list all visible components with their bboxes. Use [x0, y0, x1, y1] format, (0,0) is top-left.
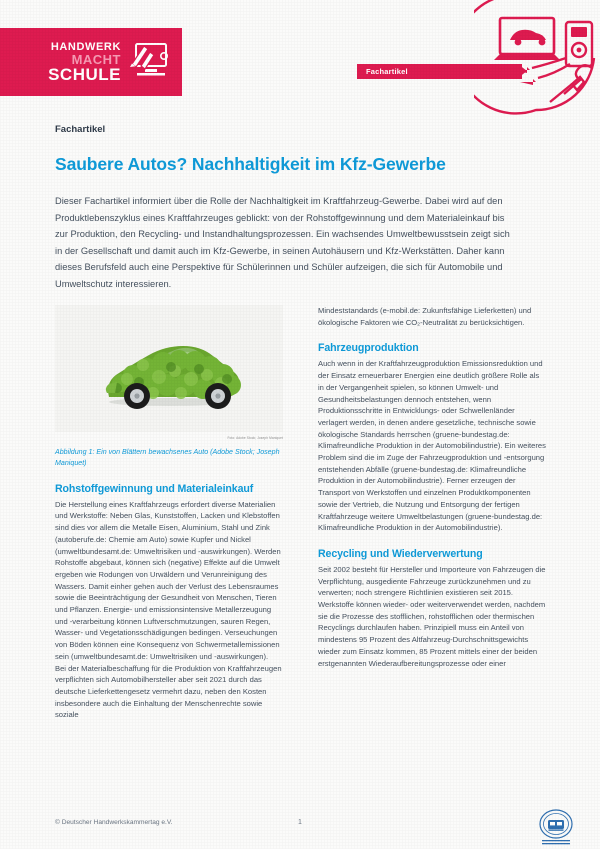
body-paragraph: Seit 2002 besteht für Hersteller und Importeure von Fahrzeugen die Verpflichtung, ausgediente Fahrzeuge zurückzunehmen und zu verwerten; noch strengere Richtlinien existieren seit 2015. Werkstoffe können wieder- oder weiterverwendet werden, nachdem sie die Prozesse des stofflichen, rohstofflichen oder thermischen Recyclings durchlaufen haben. Prinzipiell muss ein Anteil von mindestens 95 Prozent des Altfahrzeug-Durchschnittsgewichts wieder zum Einsatz kommen, 85 Prozent mittels einer der beiden erstgenannten Wiederaufbereitungsprozesse oder einer [318, 564, 546, 668]
page-header [0, 0, 600, 118]
brand-logo-wordmark [48, 42, 121, 83]
header-badge-label: Fachartikel [366, 67, 408, 76]
page-footer [0, 805, 600, 849]
brand-logo-line2: MACHT [71, 51, 121, 67]
page-title: Saubere Autos? Nachhaltigkeit im Kfz-Gewerbe [55, 153, 446, 174]
footer-copyright: © Deutscher Handwerkskammertag e.V. [55, 819, 173, 826]
section-heading-recycling: Recycling und Wiederverwertung [318, 547, 483, 560]
green-leaf-car-photo [55, 305, 283, 432]
brand-logo-line1: HANDWERK [50, 40, 121, 53]
section-heading-rohstoffgewinnung: Rohstoffgewinnung und Materialeinkauf [55, 482, 254, 495]
laptop-car-multimeter-wrench-icon [474, 0, 600, 120]
brand-logo-line3: SCHULE [48, 64, 121, 84]
certification-seal-icon [534, 807, 578, 849]
photo-credit: Foto: Adobe Stock; Joseph Maniquet [227, 436, 283, 440]
page-kicker: Fachartikel [55, 124, 106, 135]
monitor-tools-icon [128, 40, 170, 84]
footer-page-number: 1 [298, 819, 302, 826]
left-column [55, 305, 283, 721]
body-paragraph-continuation: Mindeststandards (e-mobil.de: Zukunftsfähige Lieferketten) und ökologische Faktoren wie CO₂-Neutralität zu berücksichtigen. [318, 306, 532, 327]
intro-paragraph: Dieser Fachartikel informiert über die Rolle der Nachhaltigkeit im Kraftfahrzeug-Gewerbe. Dabei wird auf den Produktlebenszyklus eines Kraftfahrzeuges geblickt: von der Rohstoffgewinnung und dem Materialeinkauf bis zur Produktion, den Recycling- und Instandhaltungsprozessen. Ein wachsendes Umweltbewusstsein zeigt sich in der Gesellschaft und damit auch im Kfz-Gewerbe, in seinen Autohäusern und Kfz-Werkstätten. Daher kann dieses Berufsfeld auch eine Perspektive für Schülerinnen und Schüler aufzeigen, die sich für Automobile und Umweltschutz interessieren. [55, 196, 510, 289]
section-heading-fahrzeugproduktion: Fahrzeugproduktion [318, 342, 419, 355]
article-figure [55, 305, 283, 469]
body-paragraph: Auch wenn in der Kraftfahrzeugproduktion Emissionsreduktion und der Einsatz erneuerbarer Energien eine deutlich größere Rolle als in der Vergangenheit spielen, so können Umwelt- und Gesundheitsbelastungen dennoch entstehen, wenn Produktionsschritte in Entwicklungs- oder Schwellenländer verlagert werden, in denen andere gesetzliche, technische sowie ökologische Standards herrschen (gruene-bundestag.de: Klimafreundliche Produktion in der Automobilindustrie). Ein weiteres Problem sind die im Zuge der Fahrzeugproduktion und -entsorgung entstehenden Abfälle (gruene-bundestag.de: Klimafreundliche Produktion in der Automobilindustrie). Ferner erzeugen der Transport von Werkstoffen und einzelnen Produktkomponenten sowie der Vertrieb, die Nutzung und Entsorgung der fertigen Kraftfahrzeuge weitere Umweltbelastungen (gruene-bundestag.de: Klimafreundliche Produktion in der Automobilindustrie). [318, 359, 546, 533]
brand-logo [0, 28, 182, 96]
body-paragraph: Bei der Materialbeschaffung für die Produktion von Kraftfahrzeugen verpflichten sich Automobilhersteller aber seit 2021 durch das deutsche Lieferkettengesetz vermehrt dazu, neben den Kosten insbesondere auch die Einhaltung der Menschenrechte sowie soziale [55, 663, 282, 720]
figure-caption: Abbildung 1: Ein von Blättern bewachsenes Auto (Adobe Stock; Joseph Maniquet) [55, 447, 280, 467]
right-column [318, 305, 546, 669]
body-paragraph: Die Herstellung eines Kraftfahrzeugs erfordert diverse Materialien und Werkstoffe: Neben Glas, Kunststoffen, Lacken und Klebstoffen sind dies vor allem die Metalle Eisen, Aluminium, Stahl und Zink (autoberufe.de: Chemie am Auto) sowie Kupfer und Nickel (umweltbundesamt.de: Umweltrisiken und -auswirkungen). Werden Rohstoffe abgebaut, können sich (negative) Effekte auf die Umwelt ergeben wie Rodungen von Urwäldern und Verunreinigung des Wassers. Damit einher gehen auch der Verlust des Lebensraumes sowie die Beeinträchtigung der Gesundheit von Menschen, Tieren und Pflanzen. Energie- und emissionsintensive Metallerzeugung und -verarbeitung können Luftverschmutzungen, sauren Regen, Wasser- und Vegetationsschädigungen bedingen. Verseuchungen von Böden können eine Konsequenz von Schwermetallemissionen sein (umweltbundesamt.de: Umweltrisiken und -auswirkungen). [55, 499, 281, 661]
